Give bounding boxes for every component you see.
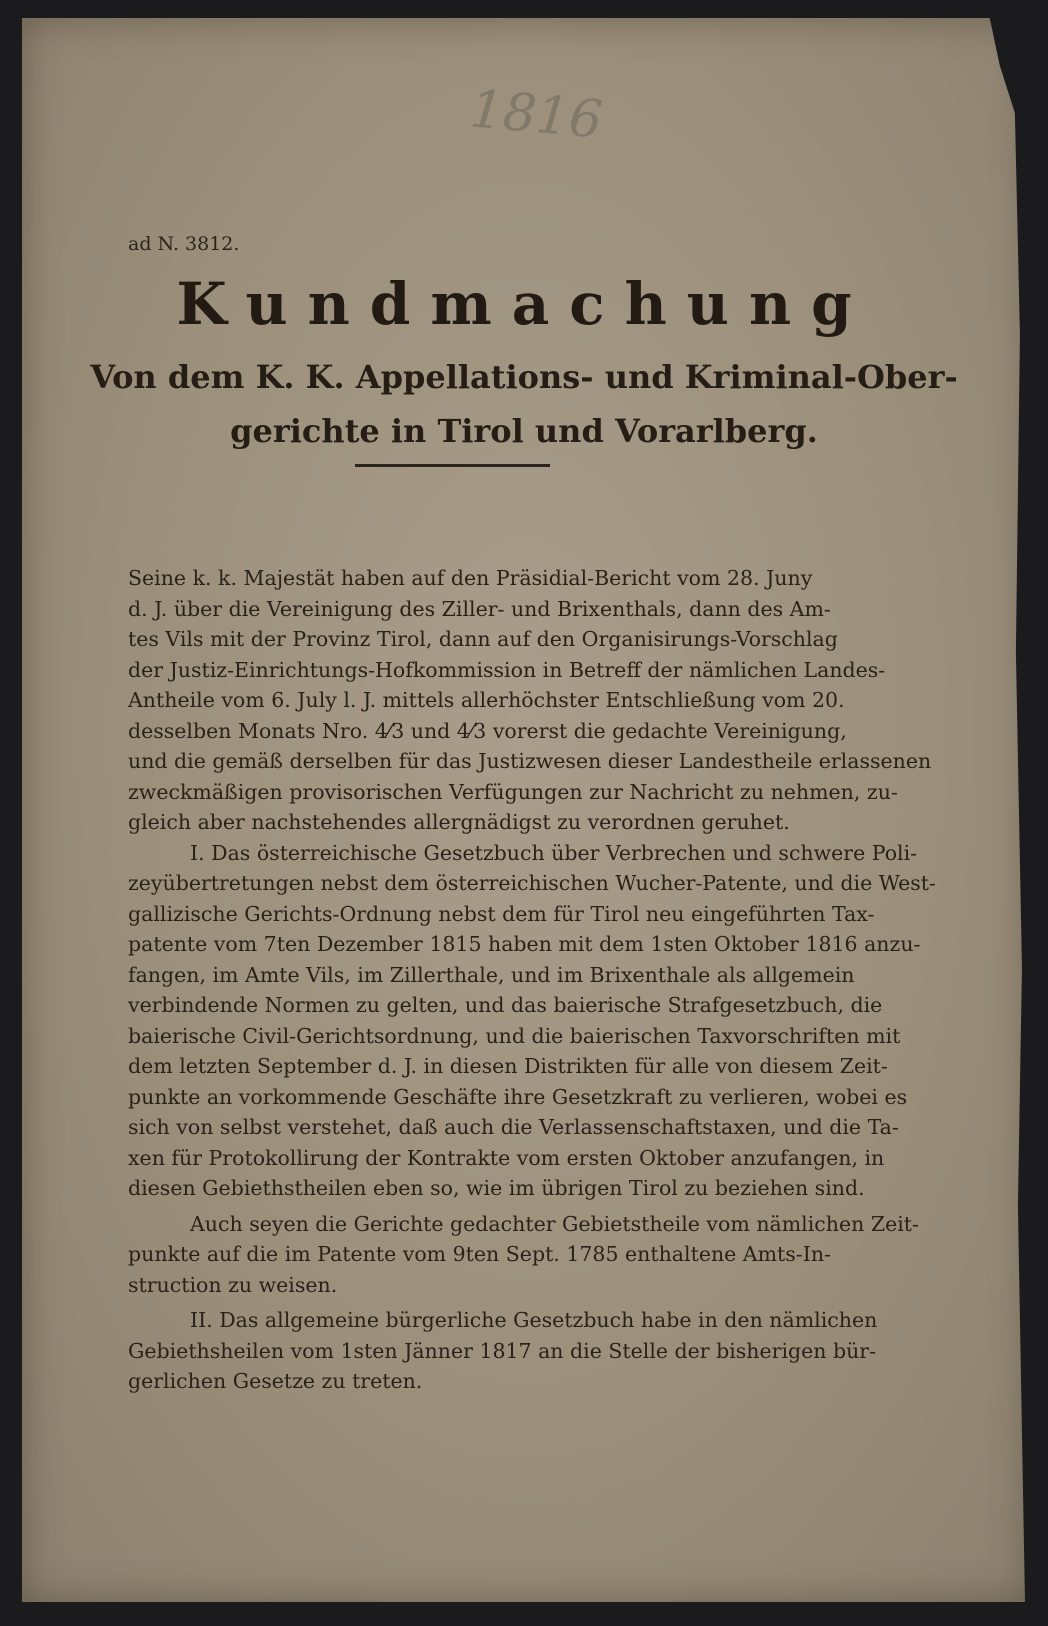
body-line: diesen Gebiethstheilen eben so, wie im übrigen Tirol zu beziehen sind.	[128, 1176, 865, 1200]
body-line: punkte an vorkommende Geschäfte ihre Gesetzkraft zu verlieren, wobei es	[128, 1084, 908, 1109]
body-line: dem letzten September d. J. in diesen Distrikten für alle von diesem Zeit-	[128, 1054, 888, 1078]
body-line: tes Vils mit der Provinz Tirol, dann auf den Organisirungs-Vorschlag	[128, 627, 838, 651]
body-line: Auch seyen die Gerichte gedachter Gebietstheile vom nämlichen Zeit-	[190, 1211, 919, 1236]
body-line: verbindende Normen zu gelten, und das baierische Strafgesetzbuch, die	[128, 993, 883, 1017]
body-line: sich von selbst verstehet, daß auch die Verlassenschaftstaxen, und die Ta-	[128, 1115, 899, 1139]
handwritten-year: 1816	[467, 79, 605, 151]
body-line: II. Das allgemeine bürgerliche Gesetzbuch habe in den nämlichen	[190, 1308, 878, 1332]
body-line: gleich aber nachstehendes allergnädigst zu verordnen geruhet.	[128, 810, 790, 834]
body-text	[128, 563, 936, 1397]
divider	[355, 464, 550, 467]
body-line: zeyübertretungen nebst dem österreichischen Wucher-Patente, und die West-	[128, 871, 936, 895]
reference-number: ad N. 3812.	[128, 233, 240, 255]
body-line: gerlichen Gesetze zu treten.	[128, 1369, 423, 1393]
body-line: xen für Protokollirung der Kontrakte vom ersten Oktober anzufangen, in	[128, 1145, 885, 1170]
body-line: gallizische Gerichts-Ordnung nebst dem für Tirol neu eingeführten Tax-	[128, 901, 875, 926]
body-line: fangen, im Amte Vils, im Zillerthale, und im Brixenthale als allgemein	[128, 962, 855, 987]
body-line: und die gemäß derselben für das Justizwesen dieser Landestheile erlassenen	[128, 749, 932, 773]
subtitle	[0, 350, 1048, 458]
body-line: zweckmäßigen provisorischen Verfügungen zur Nachricht zu nehmen, zu-	[128, 779, 898, 804]
body-line: struction zu weisen.	[128, 1272, 338, 1297]
body-line: Antheile vom 6. July l. J. mittels allerhöchster Entschließung vom 20.	[128, 688, 845, 712]
body-line: punkte auf die im Patente vom 9ten Sept. 1785 enthaltene Amts-In-	[128, 1242, 831, 1266]
page-title: Kundmachung	[176, 270, 872, 338]
body-line: d. J. über die Vereinigung des Ziller- und Brixenthals, dann des Am-	[128, 596, 831, 621]
body-line: I. Das österreichische Gesetzbuch über Verbrechen und schwere Poli-	[190, 840, 918, 865]
subtitle-line: gerichte in Tirol und Vorarlberg.	[230, 412, 818, 450]
body-line: Gebiethsheilen vom 1sten Jänner 1817 an die Stelle der bisherigen bür-	[128, 1338, 877, 1363]
body-line: desselben Monats Nro. 4⁄3 und 4⁄3 vorerst die gedachte Vereinigung,	[128, 718, 847, 743]
body-line: Seine k. k. Majestät haben auf den Präsidial-Bericht vom 28. Juny	[128, 566, 813, 590]
subtitle-line: Von dem K. K. Appellations- und Kriminal-Ober-	[90, 358, 958, 396]
body-line: baierische Civil-Gerichtsordnung, und die baierischen Taxvorschriften mit	[128, 1023, 901, 1048]
body-line: der Justiz-Einrichtungs-Hofkommission in Betreff der nämlichen Landes-	[128, 657, 886, 682]
body-line: patente vom 7ten Dezember 1815 haben mit dem 1sten Oktober 1816 anzu-	[128, 932, 921, 956]
